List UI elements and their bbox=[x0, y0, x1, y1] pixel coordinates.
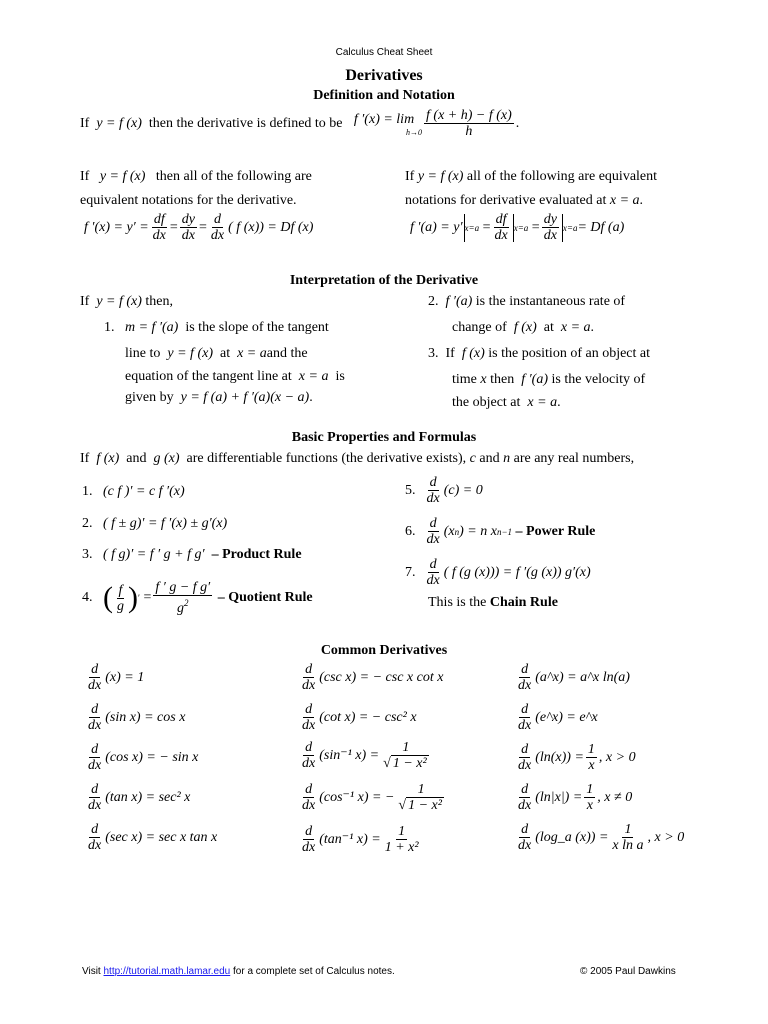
numerator: d bbox=[521, 782, 529, 797]
math: ( f (x)) = Df (x) bbox=[228, 219, 314, 235]
math: x = a bbox=[609, 193, 640, 208]
math: y = f (x) bbox=[96, 294, 142, 309]
math: y = f (x) bbox=[96, 115, 142, 131]
list-number: 2. bbox=[428, 294, 439, 309]
math: y = f (x) bbox=[417, 169, 464, 184]
numerator: d bbox=[91, 702, 99, 717]
footer-text: Visit bbox=[82, 966, 101, 977]
denominator bbox=[175, 596, 191, 616]
numerator: d bbox=[521, 702, 529, 717]
math: (tan⁻¹ x) = bbox=[319, 831, 381, 847]
paren-left: ( bbox=[103, 581, 113, 614]
math: f ′(a) bbox=[521, 372, 548, 387]
numerator: 1 bbox=[417, 782, 425, 797]
deriv-ln-abs bbox=[514, 782, 632, 813]
denominator: dx bbox=[88, 758, 102, 773]
deriv-log-a bbox=[514, 822, 684, 853]
numerator: 1 bbox=[587, 742, 595, 757]
deriv-arcsin bbox=[298, 740, 433, 771]
text: change of bbox=[452, 320, 507, 335]
text: at bbox=[543, 320, 554, 335]
fraction bbox=[424, 108, 514, 139]
property-6 bbox=[405, 516, 595, 547]
math: (ln(x)) = bbox=[535, 749, 584, 765]
fraction bbox=[300, 702, 317, 733]
denominator: h bbox=[465, 124, 473, 139]
fraction bbox=[425, 475, 442, 506]
numerator: d bbox=[429, 557, 437, 572]
denominator: dx bbox=[518, 758, 532, 773]
text: is the instantaneous rate of bbox=[475, 294, 626, 309]
text: the object at bbox=[452, 395, 521, 410]
denominator: dx bbox=[152, 228, 166, 243]
list-number: 1. bbox=[82, 484, 93, 499]
eval-sub: x=a bbox=[464, 222, 480, 233]
fraction bbox=[381, 740, 431, 771]
denominator: dx bbox=[302, 718, 316, 733]
numerator: 1 bbox=[398, 824, 406, 839]
math: x = a bbox=[237, 346, 267, 361]
math: x = a bbox=[298, 369, 329, 384]
deriv-cos bbox=[84, 742, 198, 773]
text: . bbox=[557, 395, 561, 410]
numerator: f ′ g − f g′ bbox=[155, 580, 211, 595]
fraction bbox=[153, 580, 212, 616]
fraction bbox=[151, 212, 168, 243]
section-heading-interpretation: Interpretation of the Derivative bbox=[289, 273, 479, 288]
numerator: f bbox=[118, 582, 123, 598]
page-title: Derivatives bbox=[345, 67, 423, 84]
den-base: g bbox=[177, 601, 185, 616]
interp-item3-line2 bbox=[452, 371, 645, 389]
numerator: dy bbox=[181, 212, 196, 227]
math: (c f )′ = c f ′(x) bbox=[103, 484, 185, 499]
notation-left-equation: f ′(x) = y′ = $\frac{df}{dx}$ = $\frac{dy}{dx}$ = $\frac{d}{dx}$ ( f (x)) = Df (x) bbox=[84, 212, 314, 243]
math: m = f ′(a) bbox=[125, 320, 179, 335]
denominator: dx bbox=[518, 718, 532, 733]
numerator: d bbox=[91, 782, 99, 797]
condition: , x ≠ 0 bbox=[597, 789, 633, 805]
math: (x bbox=[443, 523, 455, 539]
text: then bbox=[490, 372, 515, 387]
interp-item3-line3 bbox=[452, 394, 561, 412]
list-number: 2. bbox=[82, 516, 93, 531]
numerator: d bbox=[521, 822, 529, 837]
text: . bbox=[590, 320, 595, 335]
text: This is the bbox=[428, 595, 487, 610]
fraction bbox=[300, 740, 317, 771]
interp-intro bbox=[80, 293, 173, 311]
text: time bbox=[452, 372, 477, 387]
math: (sec x) = sec x tan x bbox=[105, 829, 218, 845]
list-number: 6. bbox=[405, 523, 416, 539]
text: then the derivative is defined to be bbox=[148, 115, 343, 131]
fraction bbox=[86, 662, 103, 693]
text: are differentiable functions (the derivative exists), bbox=[186, 451, 467, 466]
fraction bbox=[300, 662, 317, 693]
denominator: dx bbox=[426, 532, 440, 547]
math: ) = n x bbox=[459, 523, 497, 539]
numerator: d bbox=[91, 742, 99, 757]
denominator: dx bbox=[426, 491, 440, 506]
text: . bbox=[309, 390, 313, 405]
numerator: 1 bbox=[586, 782, 594, 797]
math: (sin⁻¹ x) = bbox=[319, 747, 380, 763]
footer-left bbox=[82, 966, 395, 978]
text: and bbox=[126, 451, 147, 466]
denominator: dx bbox=[181, 228, 196, 243]
paren-right: ) bbox=[128, 581, 138, 614]
math: (log_a (x)) = bbox=[535, 829, 609, 845]
math: y = f (a) + f ′(a)(x − a) bbox=[180, 390, 310, 405]
fraction bbox=[516, 742, 533, 773]
math: = Df (a) bbox=[577, 219, 625, 235]
fraction bbox=[300, 782, 317, 813]
fraction bbox=[180, 212, 197, 243]
denominator: dx bbox=[88, 678, 102, 693]
section-heading-definition: Definition and Notation bbox=[313, 88, 455, 103]
rule-label: – Power Rule bbox=[515, 523, 596, 539]
denominator: dx bbox=[518, 798, 532, 813]
equals: = bbox=[143, 590, 152, 605]
fraction bbox=[300, 824, 317, 855]
math: x = a bbox=[527, 395, 558, 410]
numerator: d bbox=[305, 824, 313, 839]
interp-item1-line2 bbox=[125, 345, 308, 363]
denominator: dx bbox=[302, 840, 316, 855]
math: f ′(a) = y′ bbox=[410, 219, 463, 235]
math: c bbox=[469, 451, 476, 466]
deriv-arccos bbox=[298, 782, 448, 813]
fraction bbox=[584, 782, 595, 813]
section-heading-common: Common Derivatives bbox=[320, 643, 448, 658]
numerator: d bbox=[305, 740, 313, 755]
denominator: dx bbox=[88, 798, 102, 813]
interp-item2-line1 bbox=[428, 293, 625, 311]
fraction bbox=[425, 557, 442, 588]
fraction bbox=[516, 702, 533, 733]
denominator: dx bbox=[210, 228, 225, 243]
denominator: dx bbox=[88, 718, 102, 733]
deriv-ln bbox=[514, 742, 636, 773]
denominator: 1 + x² bbox=[384, 840, 419, 855]
deriv-exp-e bbox=[514, 702, 598, 733]
denominator: x ln a bbox=[612, 838, 644, 853]
math: f ′(x) = lim bbox=[353, 111, 415, 127]
text: If bbox=[80, 451, 90, 466]
exponent: n bbox=[454, 526, 460, 537]
math: (cos⁻¹ x) = − bbox=[319, 789, 395, 805]
list-number: 3. bbox=[82, 547, 93, 562]
denominator: dx bbox=[302, 678, 316, 693]
limit-sub: h→0 bbox=[406, 127, 423, 137]
text: then, bbox=[145, 294, 174, 309]
math: (c) = 0 bbox=[443, 482, 483, 498]
denominator: dx bbox=[543, 228, 557, 243]
property-3 bbox=[82, 546, 302, 564]
properties-intro bbox=[80, 450, 634, 468]
numerator: d bbox=[91, 662, 99, 677]
math: x bbox=[480, 372, 487, 387]
list-number: 3. bbox=[428, 346, 439, 361]
numerator: d bbox=[429, 516, 437, 531]
fraction bbox=[86, 702, 103, 733]
property-5 bbox=[405, 475, 483, 506]
text: at bbox=[219, 346, 231, 361]
fraction bbox=[516, 822, 533, 853]
text: given by bbox=[125, 390, 174, 405]
numerator: dy bbox=[543, 212, 557, 227]
denominator: dx bbox=[494, 228, 508, 243]
deriv-csc bbox=[298, 662, 443, 693]
denominator: x bbox=[588, 758, 595, 773]
denominator: √ 1 − x² bbox=[383, 756, 427, 771]
text: is bbox=[335, 369, 345, 384]
text: is the velocity of bbox=[551, 372, 646, 387]
radicand: 1 − x² bbox=[392, 756, 427, 771]
deriv-sec bbox=[84, 822, 217, 853]
text: line to bbox=[125, 346, 161, 361]
fraction bbox=[209, 212, 226, 243]
denominator: dx bbox=[518, 678, 532, 693]
fraction bbox=[516, 782, 533, 813]
text: is the position of an object at bbox=[488, 346, 651, 361]
denominator: dx bbox=[426, 573, 440, 588]
property-7 bbox=[405, 557, 591, 588]
section-heading-properties: Basic Properties and Formulas bbox=[291, 430, 477, 445]
denominator: dx bbox=[518, 838, 532, 853]
math: (sin x) = cos x bbox=[105, 709, 186, 725]
exponent: n−1 bbox=[496, 526, 513, 537]
radicand: 1 − x² bbox=[408, 798, 442, 813]
math: f (x) bbox=[461, 346, 485, 361]
denominator: dx bbox=[88, 838, 102, 853]
notation-right-line1 bbox=[405, 168, 657, 186]
numerator: d bbox=[91, 822, 99, 837]
math: (ln|x|) = bbox=[535, 789, 583, 805]
math: f (x) bbox=[513, 320, 537, 335]
eval-sub: x=a bbox=[513, 222, 529, 233]
deriv-exp-a bbox=[514, 662, 630, 693]
numerator: d bbox=[214, 212, 222, 227]
text: and the bbox=[266, 346, 308, 361]
math: ( f ± g)′ = f ′(x) ± g′(x) bbox=[103, 516, 228, 531]
limit bbox=[346, 111, 422, 137]
denominator: g bbox=[117, 598, 124, 614]
rule-label: – Product Rule bbox=[211, 547, 302, 562]
math: (cot x) = − csc² x bbox=[319, 709, 417, 725]
interp-item2-line2 bbox=[452, 319, 594, 337]
text: then all of the following are bbox=[155, 169, 312, 184]
text: If bbox=[80, 294, 90, 309]
text: If bbox=[80, 169, 90, 184]
fraction bbox=[610, 822, 645, 853]
deriv-x bbox=[84, 662, 144, 693]
denominator: dx bbox=[302, 756, 316, 771]
notation-left-line2: equivalent notations for the derivative. bbox=[80, 193, 297, 208]
fraction bbox=[586, 742, 597, 773]
footer-copyright: © 2005 Paul Dawkins bbox=[580, 966, 676, 977]
property-1 bbox=[82, 483, 185, 501]
numerator: d bbox=[521, 742, 529, 757]
deriv-sin bbox=[84, 702, 185, 733]
numerator: 1 bbox=[402, 740, 410, 755]
text: notations for derivative evaluated at bbox=[405, 193, 607, 208]
math: ( f g)′ = f ′ g + f g′ bbox=[103, 547, 205, 562]
math: f ′(x) = y′ = bbox=[84, 219, 149, 235]
interp-item1-line4 bbox=[125, 389, 313, 407]
numerator: df bbox=[495, 212, 507, 227]
fraction bbox=[516, 662, 533, 693]
fraction bbox=[396, 782, 446, 813]
math: x = a bbox=[560, 320, 591, 335]
text: equation of the tangent line at bbox=[125, 369, 292, 384]
numerator: d bbox=[305, 662, 313, 677]
math: y = f (x) bbox=[167, 346, 213, 361]
definition-line bbox=[80, 108, 519, 139]
fraction bbox=[86, 782, 103, 813]
numerator: d bbox=[521, 662, 529, 677]
interp-item1-line1 bbox=[104, 319, 329, 337]
prime: ′ bbox=[138, 593, 140, 603]
condition: , x > 0 bbox=[647, 829, 685, 845]
fraction bbox=[542, 212, 559, 243]
denominator: √ 1 − x² bbox=[398, 798, 442, 813]
eval-sub: x=a bbox=[562, 222, 578, 233]
footer-text: for a complete set of Calculus notes. bbox=[233, 966, 395, 977]
notation-right-line2: notations for derivative evaluated at x = a. bbox=[405, 193, 644, 208]
den-sup: 2 bbox=[184, 598, 189, 608]
notation-right-equation: f ′(a) = y′ x=a = $\frac{df}{dx}$ x=a = $\frac{dy}{dx}$ x=a = Df (a) bbox=[410, 212, 625, 243]
page-header: Calculus Cheat Sheet bbox=[335, 47, 433, 58]
text: If bbox=[405, 169, 415, 184]
text: . bbox=[515, 115, 520, 131]
text: and bbox=[479, 451, 500, 466]
fraction bbox=[86, 742, 103, 773]
fraction bbox=[86, 822, 103, 853]
list-number: 7. bbox=[405, 564, 416, 580]
math: y = f (x) bbox=[99, 169, 146, 184]
denominator: dx bbox=[302, 798, 316, 813]
math: (a^x) = a^x ln(a) bbox=[535, 669, 630, 685]
fraction bbox=[425, 516, 442, 547]
math: (csc x) = − csc x cot x bbox=[319, 669, 444, 685]
math: (tan x) = sec² x bbox=[105, 789, 191, 805]
denominator: x bbox=[586, 798, 593, 813]
chain-rule-note bbox=[428, 594, 558, 612]
deriv-cot bbox=[298, 702, 417, 733]
text: If bbox=[80, 115, 90, 131]
math: f ′(a) bbox=[445, 294, 473, 309]
text: is the slope of the tangent bbox=[185, 320, 329, 335]
interp-item1-line3 bbox=[125, 368, 345, 386]
property-4 bbox=[82, 580, 313, 616]
math: (x) = 1 bbox=[105, 669, 145, 685]
list-number: 5. bbox=[405, 482, 416, 498]
fraction bbox=[492, 212, 509, 243]
lamar-notes-link[interactable]: http://tutorial.math.lamar.edu bbox=[103, 966, 231, 977]
numerator: df bbox=[153, 212, 165, 227]
condition: , x > 0 bbox=[598, 749, 636, 765]
property-2 bbox=[82, 515, 227, 533]
numerator: d bbox=[429, 475, 437, 490]
list-number: 4. bbox=[82, 590, 93, 605]
deriv-arctan bbox=[298, 824, 423, 855]
interp-item3-line1 bbox=[428, 345, 650, 363]
fraction bbox=[383, 824, 421, 855]
fraction bbox=[115, 583, 126, 614]
numerator: d bbox=[305, 782, 313, 797]
rule-label: – Quotient Rule bbox=[217, 590, 313, 605]
deriv-tan bbox=[84, 782, 190, 813]
list-number: 1. bbox=[104, 320, 115, 335]
math: n bbox=[503, 451, 511, 466]
text: are any real numbers, bbox=[513, 451, 635, 466]
rule-label: Chain Rule bbox=[489, 595, 558, 610]
numerator: d bbox=[305, 702, 313, 717]
math: f (x) bbox=[96, 451, 120, 466]
math: g (x) bbox=[153, 451, 180, 466]
numerator: 1 bbox=[624, 822, 632, 837]
numerator: f (x + h) − f (x) bbox=[426, 108, 512, 123]
math: ( f (g (x))) = f ′(g (x)) g′(x) bbox=[443, 564, 591, 580]
text: all of the following are equivalent bbox=[466, 169, 658, 184]
text: If bbox=[445, 346, 455, 361]
math: (cos x) = − sin x bbox=[105, 749, 199, 765]
notation-left-line1 bbox=[80, 168, 312, 186]
math: (e^x) = e^x bbox=[535, 709, 598, 725]
